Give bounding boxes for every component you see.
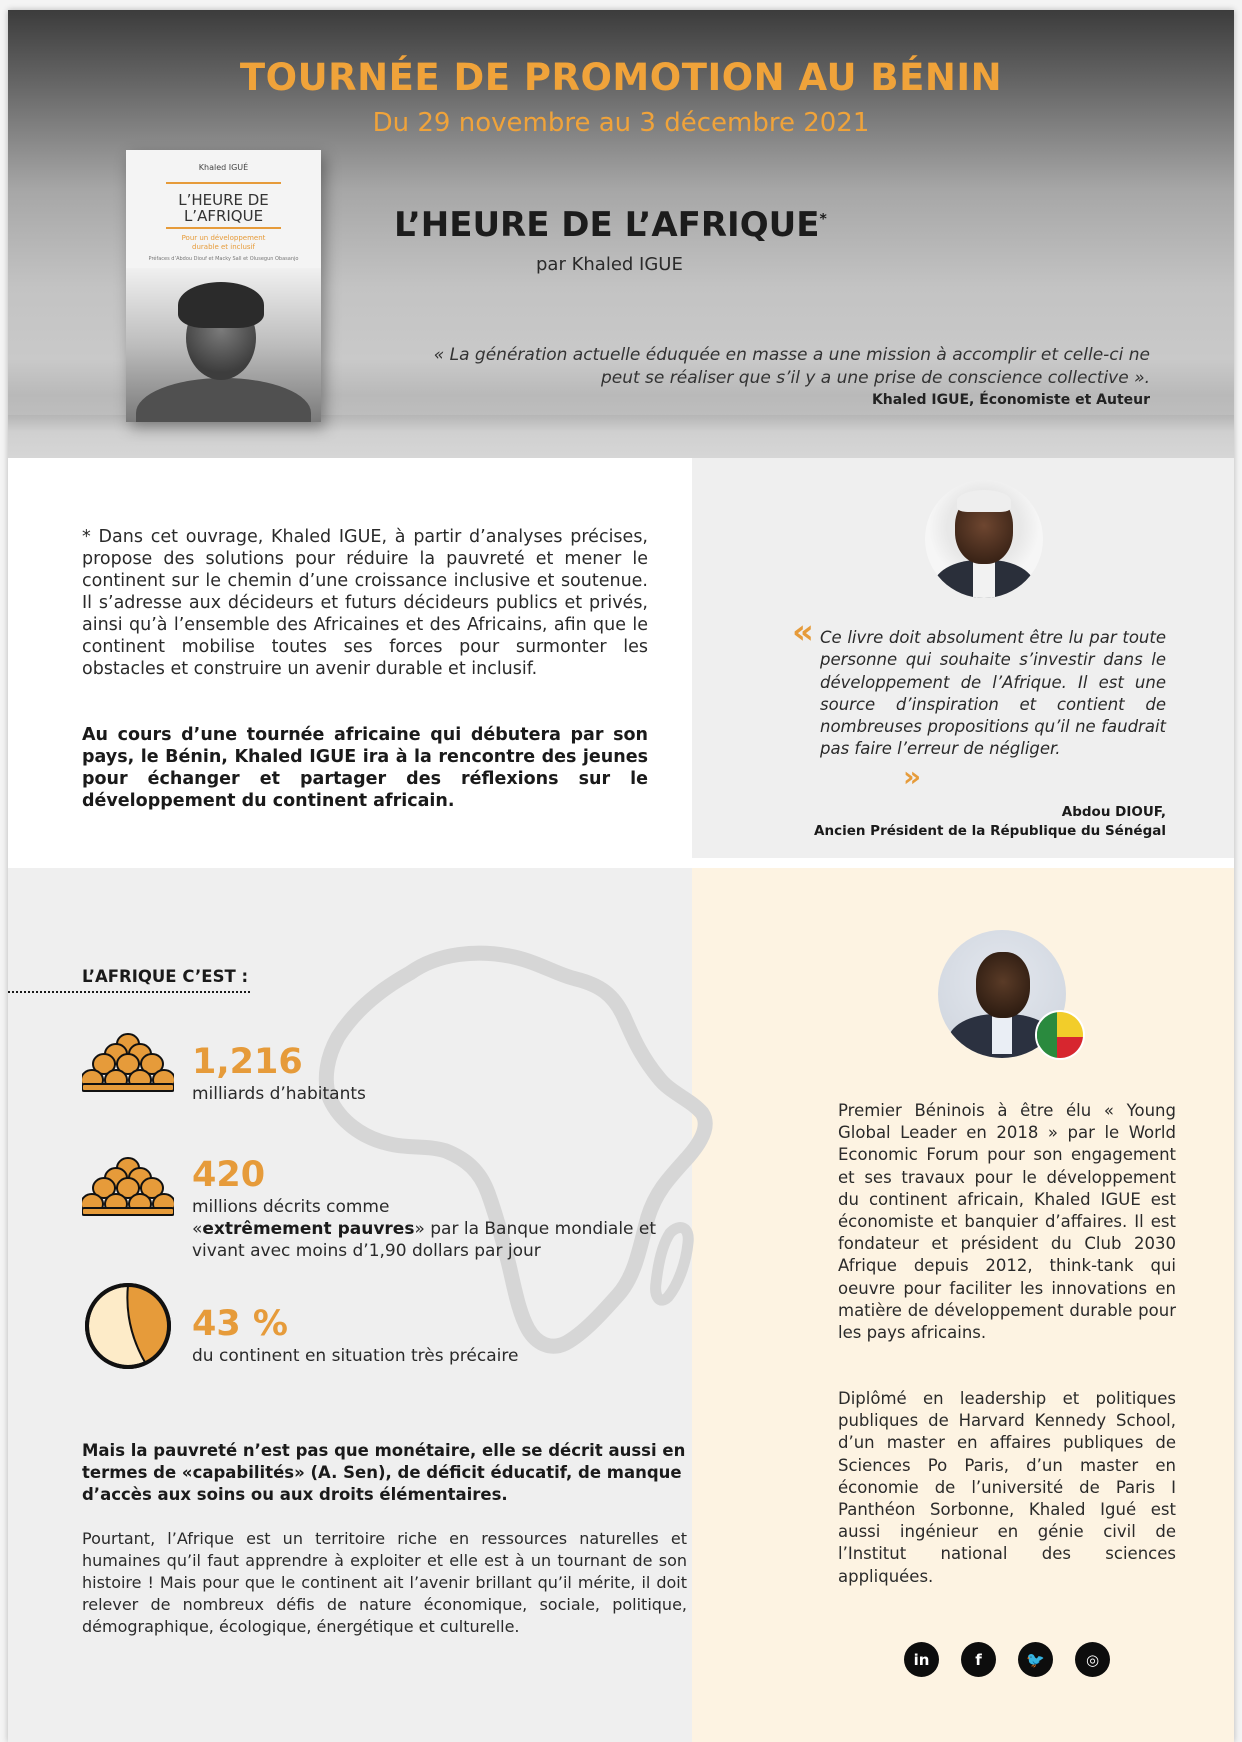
book-cover-subtitle-line1: Pour un développement [181,234,266,242]
stat-poverty-desc-post: » par la Banque mondiale et vivant avec moins d’1,90 dollars par jour [192,1219,657,1261]
stat-precarious-value: 43 % [192,1304,288,1344]
book-cover [126,150,321,422]
stat-precarious-desc: du continent en situation très précaire [192,1346,519,1366]
stat-poverty-emphasis: extrêmement pauvres [202,1219,415,1239]
flag-red [1057,1037,1085,1060]
book-photo-shoulders [136,378,311,422]
stat-poverty-value: 420 [192,1155,266,1195]
book-cover-author: Khaled IGUÉ [198,163,249,172]
conclusion-paragraph: Pourtant, l’Afrique est un territoire riche en ressources naturelles et humaines qu’il faut apprendre à exploiter et elle est à un tournant de son histoire ! Mais pour que le continent ait l’avenir brillant qu’il mérite, il doit relever de nombreux défis de nature économique, sociale, politique, démographique, écologique, énergétique et culturelle. [82,1529,687,1636]
book-cover-title-line1: L’HEURE DE [178,191,269,209]
book-cover-rule [166,182,281,184]
facts-heading: L’AFRIQUE C’EST : [82,967,249,986]
avatar-shirt [973,560,995,598]
social-links [904,1642,1110,1677]
book-cover-subtitle [126,234,321,252]
testimonial-quote: Ce livre doit absolument être lu par toute personne qui souhaite s’investir dans le développement de l’Afrique. Il est une source d’inspiration et contient de nombreuses propositions qu’il ne faudrait pas faire l’erreur de négliger. [820,628,1166,759]
book-title-text: L’HEURE DE L’AFRIQUE [394,205,820,245]
facts-heading-underline [8,991,250,993]
linkedin-icon[interactable]: in [904,1642,939,1677]
facebook-icon[interactable]: f [961,1642,996,1677]
quote-open-icon: « [792,612,814,652]
intro-bold-paragraph: Au cours d’une tournée africaine qui débutera par son pays, le Bénin, Khaled IGUE ira à la rencontre des jeunes pour échanger et partager des réflexions sur le développement du continent africain. [82,725,648,811]
book-cover-subtitle-line2: durable et inclusif [192,243,255,251]
flag-green [1037,1012,1057,1060]
avatar-shirt [992,1014,1012,1054]
conclusion-bold-paragraph: Mais la pauvreté n’est pas que monétaire, elle se décrit aussi en termes de «capabilités» (A. Sen), de déficit éducatif, de manque d’accès aux soins ou aux droits élémentaires. [82,1441,686,1504]
header-quote-author: Khaled IGUE, Économiste et Auteur [871,392,1150,408]
population-coins-icon [82,1032,174,1092]
book-cover-title-line2: L’AFRIQUE [183,207,264,225]
africa-map-icon [318,945,718,1390]
tour-dates: Du 29 novembre au 3 décembre 2021 [372,108,870,138]
benin-flag-icon [1035,1010,1085,1060]
stat-population-desc: milliards d’habitants [192,1084,366,1104]
avatar-hair [957,490,1011,512]
testimonial-role: Ancien Président de la République du Sénégal [814,823,1166,839]
book-cover-preface: Préfaces d’Abdou Diouf et Macky Sall et Olusegun Obasanjo [148,256,299,262]
page-title: TOURNÉE DE PROMOTION AU BÉNIN [239,56,1003,99]
avatar-head [976,952,1030,1018]
stat-poverty-desc-rest: «extrêmement pauvres» par la Banque mondiale et vivant avec moins d’1,90 dollars par jour [192,1219,657,1261]
precarious-pie-icon [82,1280,174,1372]
stat-population-value: 1,216 [192,1042,303,1082]
header-quote: « La génération actuelle éduquée en masse a une mission à accomplir et celle-ci ne peut se réaliser que s’il y a une prise de conscience collective ». [433,345,1150,388]
testimonial-name: Abdou DIOUF, [1061,804,1166,820]
stat-poverty-line1: millions décrits comme [192,1197,390,1217]
bio-paragraph-2: Diplômé en leadership et politiques publiques de Harvard Kennedy School, d’un master en affaires publiques de Sciences Po Paris, d’un master en économie de l’université de Paris I Panthéon Sorbonne, Khaled Igué est aussi ingénieur en génie civil de l’Institut national des sciences appliquées. [838,1389,1176,1586]
quote-close-icon: » [903,760,922,793]
instagram-icon[interactable]: ◎ [1075,1642,1110,1677]
book-photo-hair [178,282,264,328]
abdou-diouf-avatar [925,480,1043,598]
book-cover-rule [166,227,281,229]
book-title-asterisk: * [819,211,827,228]
stat-poverty-desc [192,1196,662,1218]
flag-yellow [1057,1012,1085,1037]
book-cover-title [126,192,321,224]
africa-outline [326,953,705,1346]
coin-base [82,1208,174,1215]
book-title [394,205,827,245]
twitter-icon[interactable]: 🐦 [1018,1642,1053,1677]
header-banner [8,10,1234,458]
poverty-coins-icon [82,1156,174,1216]
coin-base [82,1084,174,1091]
book-cover-photo [126,268,321,422]
intro-paragraph: * Dans cet ouvrage, Khaled IGUE, à partir d’analyses précises, propose des solutions pour réduire la pauvreté et mener le continent sur le chemin d’une croissance inclusive et soutenue. Il s’adresse aux décideurs et futurs décideurs publics et privés, ainsi qu’à l’ensemble des Africaines et des Africains, afin que le continent mobilise toutes ses forces pour surmonter les obstacles et construire un avenir durable et inclusif. [82,527,648,679]
book-author: par Khaled IGUE [536,254,683,275]
flyer-page [8,10,1234,1742]
bio-paragraph-1: Premier Béninois à être élu « Young Global Leader en 2018 » par le World Economic Forum pour son engagement et ses travaux pour le développement du continent africain, Khaled IGUE est économiste et banquier d’affaires. Il est fondateur et président du Club 2030 Afrique depuis 2012, think-tank qui oeuvre pour faciliter les innovations en matière de développement durable pour les pays africains. [838,1101,1176,1343]
